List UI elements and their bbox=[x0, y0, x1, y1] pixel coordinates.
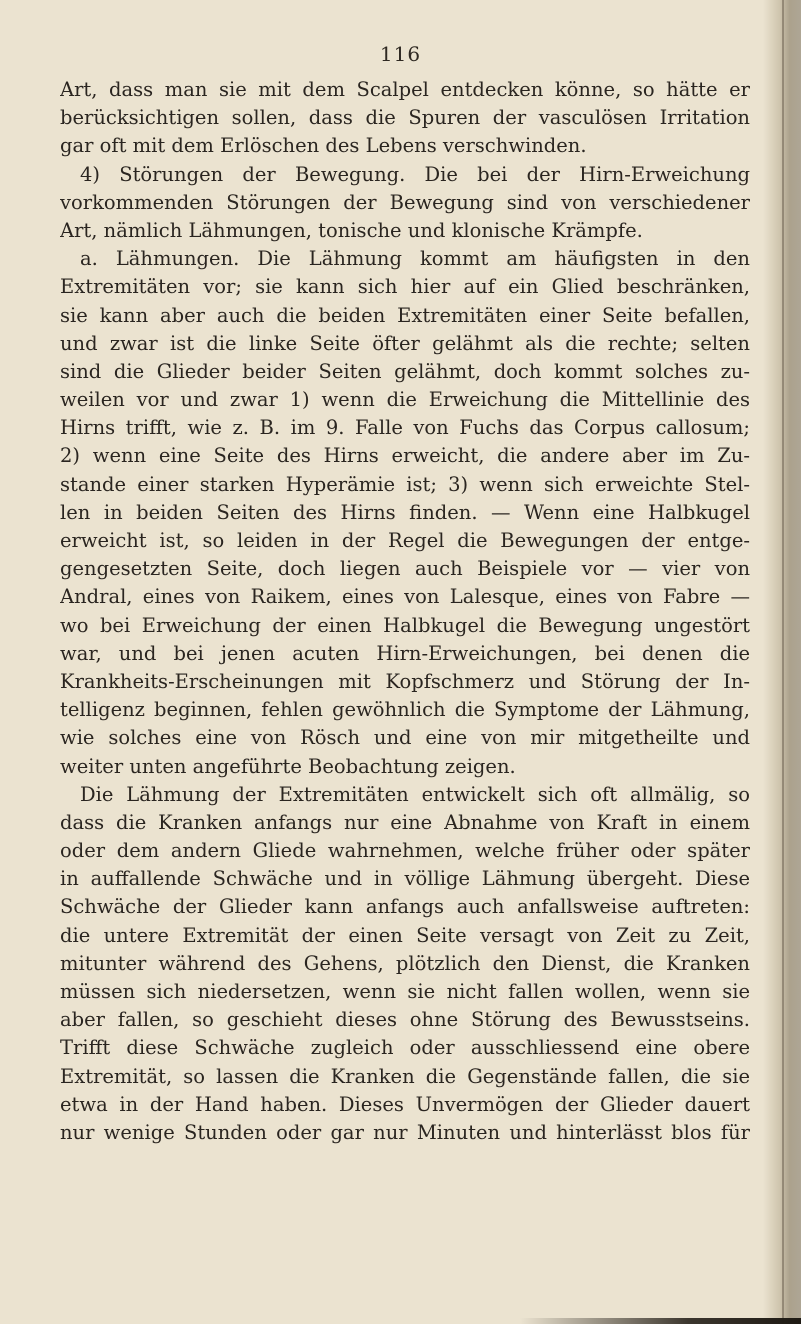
text-line: Extremität, so lassen die Kranken die Gegenstände fallen, die sie bbox=[60, 1064, 750, 1088]
text-line: die untere Extremität der einen Seite versagt von Zeit zu Zeit, bbox=[60, 923, 750, 947]
page-number: 116 bbox=[379, 42, 422, 66]
text-line: dass die Kranken anfangs nur eine Abnahme von Kraft in einem bbox=[60, 810, 750, 834]
text-line: etwa in der Hand haben. Dieses Unvermögen der Glieder dauert bbox=[60, 1092, 750, 1116]
text-line: a. Lähmungen. Die Lähmung kommt am häufigsten in den bbox=[80, 247, 750, 271]
text-line: sie kann aber auch die beiden Extremitäten einer Seite befallen, bbox=[60, 303, 750, 327]
text-line: Art, dass man sie mit dem Scalpel entdecken könne, so hätte er bbox=[60, 78, 750, 101]
text-line: mitunter während des Gehens, plötzlich den Dienst, die Kranken bbox=[60, 951, 750, 975]
text-line: gar oft mit dem Erlöschen des Lebens verschwinden. bbox=[60, 134, 587, 158]
text-line: Die Lähmung der Extremitäten entwickelt sich oft allmälig, so bbox=[80, 782, 750, 806]
text-line: 4) Störungen der Bewegung. Die bei der Hirn-Erweichung bbox=[80, 162, 750, 186]
text-line: Krankheits-Erscheinungen mit Kopfschmerz und Störung der In- bbox=[60, 669, 750, 693]
text-line: Hirns trifft, wie z. B. im 9. Falle von Fuchs das Corpus callosum; bbox=[60, 416, 750, 440]
text-line: in auffallende Schwäche und in völlige Lähmung übergeht. Diese bbox=[60, 867, 750, 891]
text-line: war, und bei jenen acuten Hirn-Erweichungen, bei denen die bbox=[60, 641, 750, 665]
text-line: aber fallen, so geschieht dieses ohne Störung des Bewusstseins. bbox=[60, 1008, 750, 1032]
binding-edge bbox=[782, 0, 784, 1324]
text-line: müssen sich niedersetzen, wenn sie nicht fallen wollen, wenn sie bbox=[60, 980, 750, 1003]
text-line: weilen vor und zwar 1) wenn die Erweichung die Mittellinie des bbox=[60, 388, 750, 412]
text-line: weiter unten angeführte Beobachtung zeigen. bbox=[60, 754, 516, 778]
text-line: stande einer starken Hyperämie ist; 3) wenn sich erweichte Stel- bbox=[60, 472, 750, 496]
page-bottom-edge-shadow bbox=[520, 1318, 801, 1324]
text-line: vorkommenden Störungen der Bewegung sind von verschiedener bbox=[60, 190, 750, 214]
text-line: sind die Glieder beider Seiten gelähmt, doch kommt solches zu- bbox=[60, 359, 750, 383]
text-line: nur wenige Stunden oder gar nur Minuten und hinterlässt blos für bbox=[60, 1120, 750, 1144]
text-line: berücksichtigen sollen, dass die Spuren der vasculösen Irritation bbox=[60, 106, 750, 130]
text-line: len in beiden Seiten des Hirns finden. — Wenn eine Halbkugel bbox=[60, 500, 750, 524]
text-line: gengesetzten Seite, doch liegen auch Beispiele vor — vier von bbox=[60, 557, 750, 581]
text-line: wie solches eine von Rösch und eine von mir mitgetheilte und bbox=[60, 726, 750, 750]
text-line: 2) wenn eine Seite des Hirns erweicht, die andere aber im Zu- bbox=[60, 444, 750, 468]
text-line: Trifft diese Schwäche zugleich oder ausschliessend eine obere bbox=[60, 1036, 750, 1060]
text-line: Art, nämlich Lähmungen, tonische und klonische Krämpfe. bbox=[60, 218, 643, 242]
text-line: Schwäche der Glieder kann anfangs auch anfallsweise auftreten: bbox=[60, 895, 750, 919]
text-line: erweicht ist, so leiden in der Regel die Bewegungen der entge- bbox=[60, 529, 750, 552]
text-line: oder dem andern Gliede wahrnehmen, welche früher oder später bbox=[60, 839, 750, 863]
body-text bbox=[60, 76, 750, 1147]
text-line: Extremitäten vor; sie kann sich hier auf ein Glied beschränken, bbox=[60, 275, 750, 299]
text-line: telligenz beginnen, fehlen gewöhnlich die Symptome der Lähmung, bbox=[60, 698, 750, 722]
text-line: und zwar ist die linke Seite öfter gelähmt als die rechte; selten bbox=[60, 331, 750, 355]
text-line: wo bei Erweichung der einen Halbkugel die Bewegung ungestört bbox=[60, 613, 750, 637]
text-line: Andral, eines von Raikem, eines von Lalesque, eines von Fabre — bbox=[60, 585, 750, 609]
